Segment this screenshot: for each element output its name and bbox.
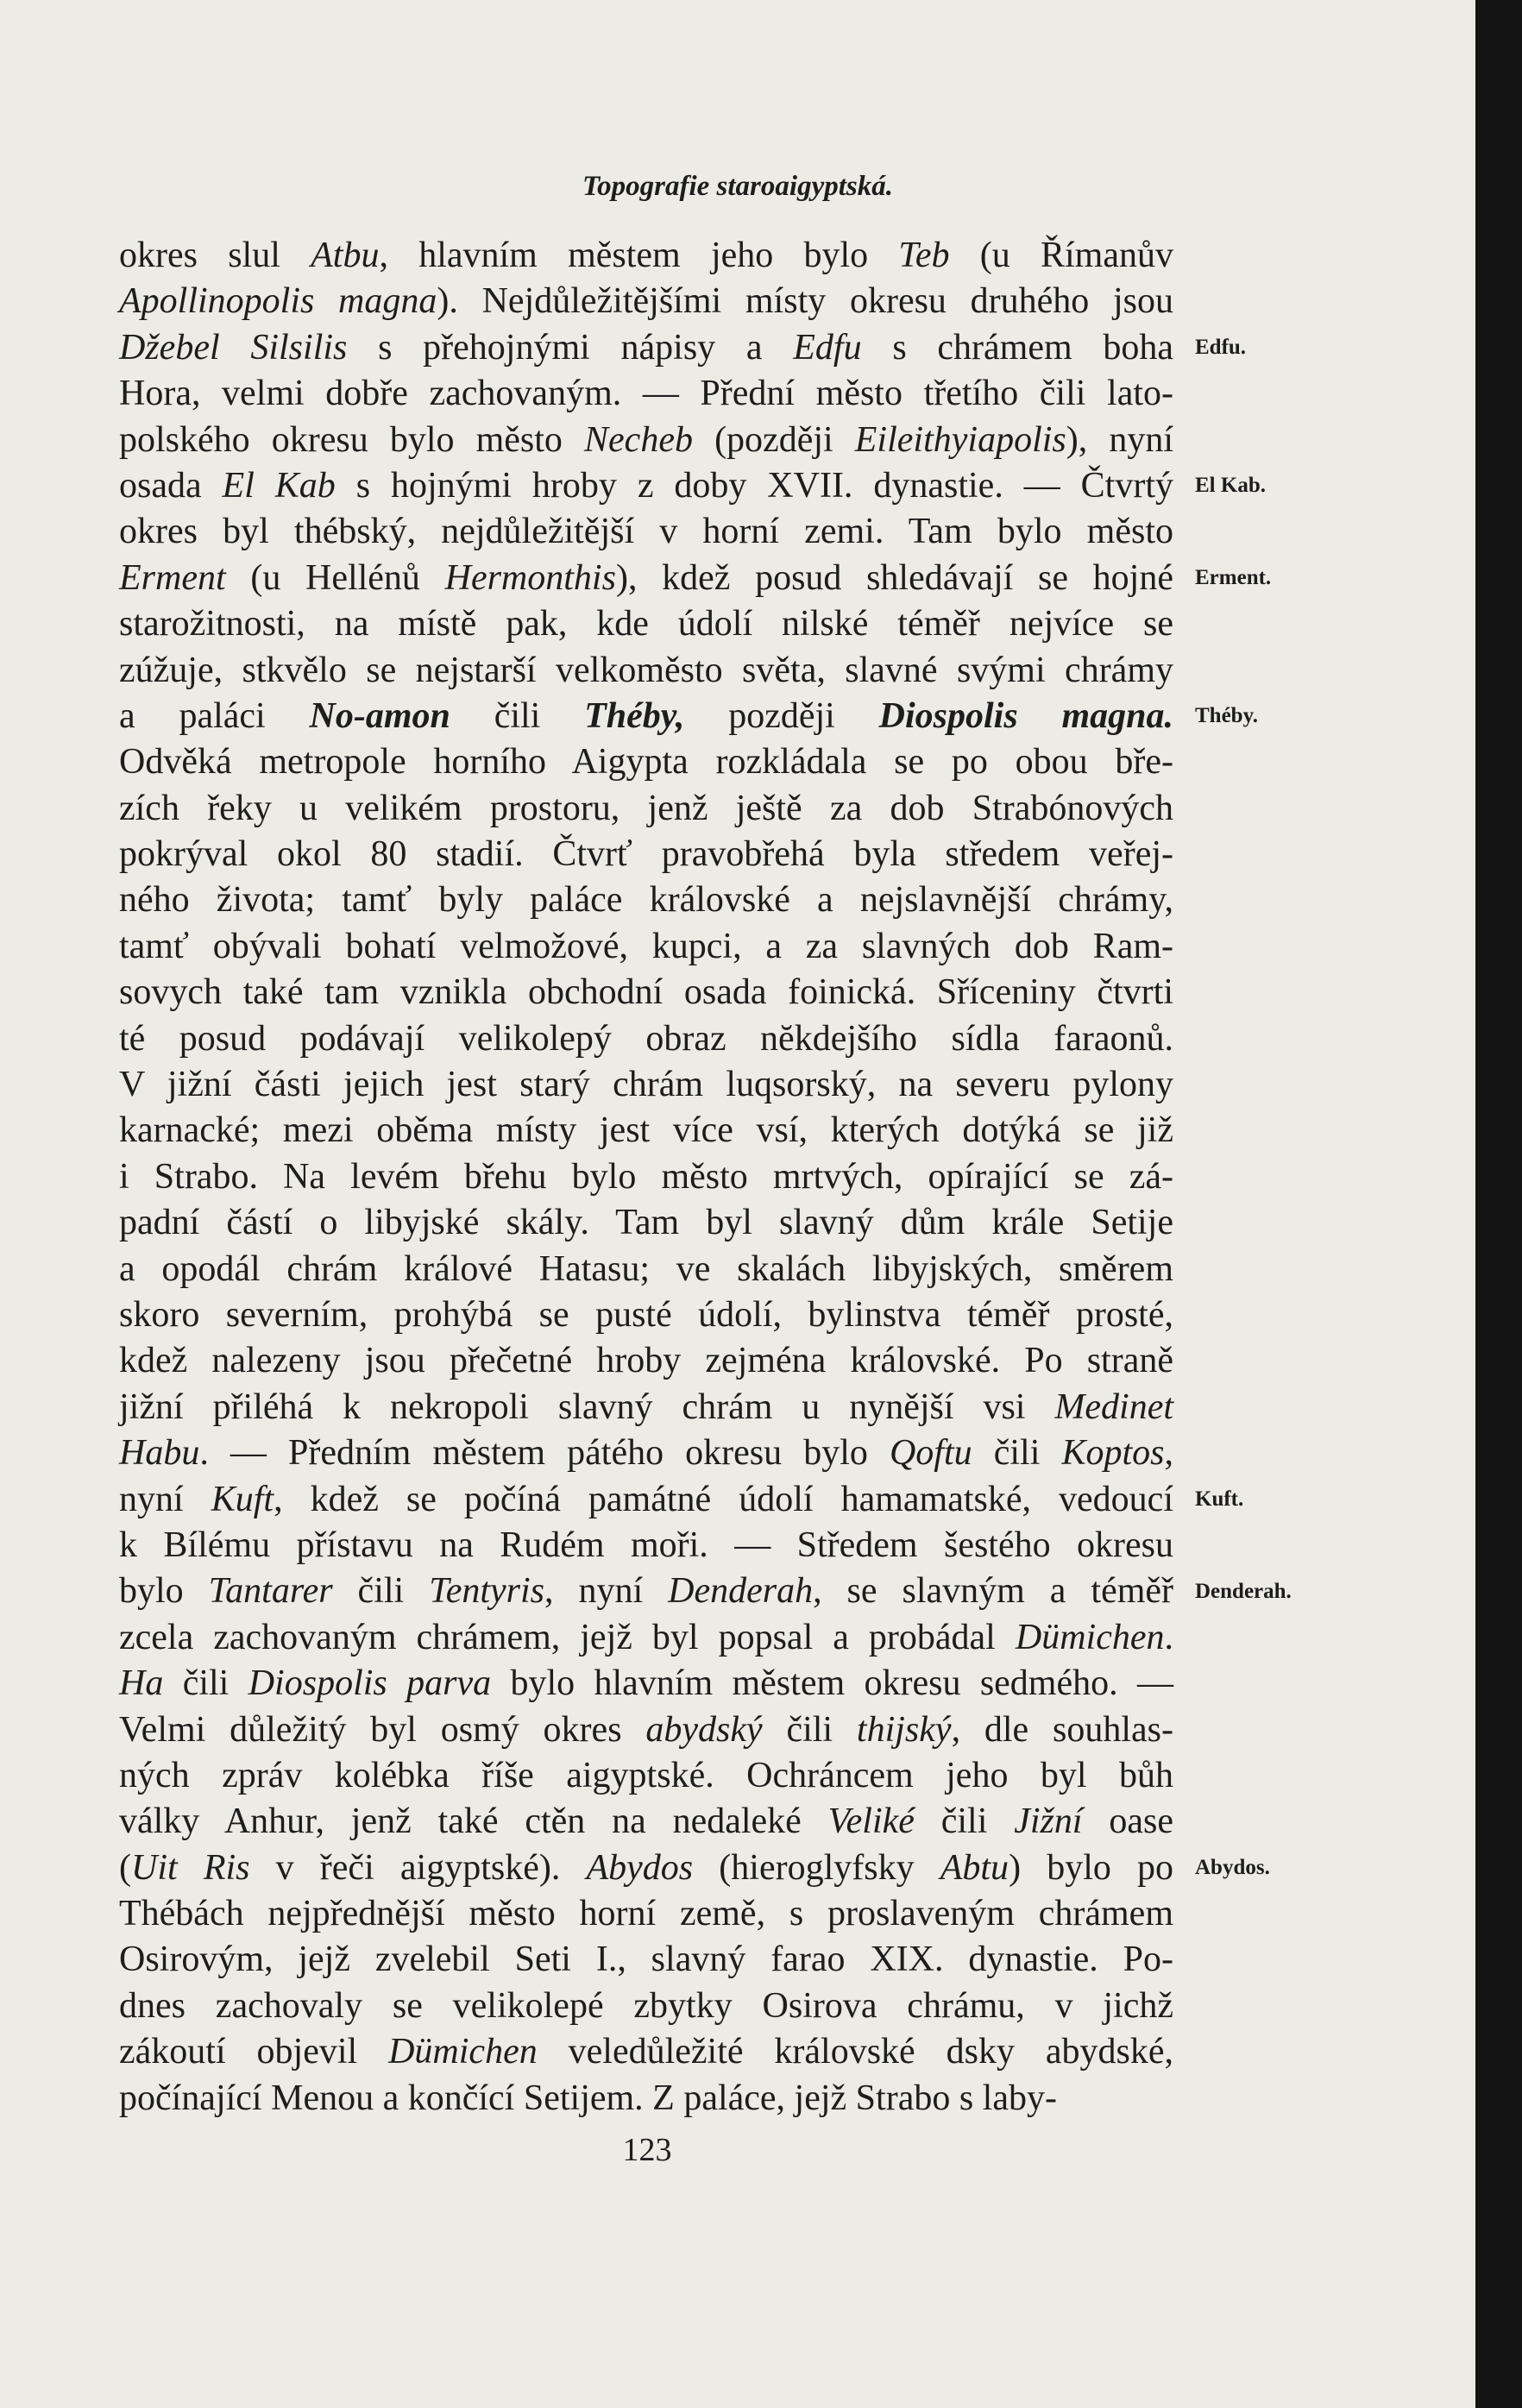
- text-run: jižní přiléhá k nekropoli slavný chrám u nynější vsi: [119, 1386, 1055, 1427]
- emphasized-term: No-amon: [309, 695, 450, 736]
- text-line: [119, 1385, 1173, 1430]
- text-line: [119, 1661, 1173, 1707]
- text-line: [119, 2076, 1173, 2122]
- text-run: zákoutí objevil: [119, 2032, 389, 2072]
- text-line: [119, 1615, 1173, 1661]
- text-line: [119, 1200, 1173, 1246]
- text-run: ), nyní: [1066, 419, 1174, 460]
- text-run: počínající Menou a končící Setijem. Z paláce, jejž Strabo s laby-: [119, 2078, 1057, 2118]
- text-run: polského okresu bylo město: [119, 419, 585, 460]
- text-run: i Strabo. Na levém břehu bylo město mrtvých, opírající se zá-: [119, 1156, 1173, 1197]
- text-run: . — Předním městem pátého okresu bylo: [199, 1433, 890, 1474]
- text-line: [119, 1523, 1173, 1569]
- emphasized-term: Uit Ris: [131, 1847, 250, 1888]
- emphasized-term: Hermonthis: [444, 557, 616, 598]
- margin-note: Abydos.: [1195, 1856, 1270, 1879]
- text-run: v řeči aigyptské).: [249, 1847, 587, 1888]
- text-run: ) bylo po: [1009, 1847, 1174, 1888]
- text-run: veledůležité královské dsky abydské,: [537, 2032, 1173, 2072]
- text-run: zcela zachovaným chrámem, jejž byl popsal a probádal: [119, 1617, 1016, 1657]
- text-run: s hojnými hroby z doby XVII. dynastie. — Čtvrtý: [335, 465, 1173, 506]
- text-run: (u Římanův: [949, 236, 1173, 275]
- text-run: padní částí o libyjské skály. Tam byl slavný dům krále Setije: [119, 1203, 1173, 1243]
- text-run: té posud podávají velikolepý obraz nĕkdejšího sídla faraonů.: [119, 1018, 1173, 1059]
- emphasized-term: Diospolis parva: [248, 1663, 492, 1704]
- text-line: [119, 509, 1173, 555]
- text-line: [119, 786, 1173, 832]
- text-run: čili: [332, 1571, 430, 1612]
- emphasized-term: abydský: [645, 1709, 763, 1750]
- text-line: [119, 1799, 1173, 1845]
- text-line: [119, 463, 1173, 509]
- text-run: čili: [163, 1663, 248, 1704]
- emphasized-term: Abtu: [940, 1847, 1009, 1888]
- emphasized-term: Habu: [119, 1433, 200, 1474]
- emphasized-term: El Kab: [222, 465, 336, 506]
- text-line: [119, 1338, 1173, 1384]
- text-run: zúžuje, stkvělo se nejstarší velkoměsto světa, slavné svými chrámy: [119, 650, 1173, 690]
- emphasized-term: Abydos: [586, 1847, 694, 1888]
- text-run: s přehojnými nápisy a: [347, 327, 794, 368]
- margin-note: Erment.: [1195, 565, 1272, 589]
- text-run: (u Hellénů: [225, 557, 445, 598]
- text-run: tamť obývali bohatí velmožové, kupci, a za slavných dob Ram-: [119, 926, 1173, 966]
- text-run: ného života; tamť byly paláce královské a nejslavnější chrámy,: [119, 880, 1173, 921]
- text-line: [119, 970, 1173, 1015]
- text-run: Osirovým, jejž zvelebil Seti I., slavný farao XIX. dynastie. Po-: [119, 1940, 1173, 1980]
- text-run: kdež nalezeny jsou přečetné hroby zejména královské. Po straně: [119, 1341, 1173, 1381]
- emphasized-term: Necheb: [584, 419, 693, 460]
- text-run: skoro severním, prohýbá se pusté údolí, bylinstva téměř prosté,: [119, 1294, 1173, 1335]
- emphasized-term: Théby,: [584, 695, 685, 736]
- text-run: a opodál chrám králové Hatasu; ve skalách libyjských, směrem: [119, 1248, 1173, 1289]
- text-run: později: [684, 695, 879, 736]
- text-run: ných zpráv kolébka říše aigyptské. Ochráncem jeho byl bůh: [119, 1755, 1173, 1795]
- text-line: [119, 1154, 1173, 1200]
- text-line: [119, 1062, 1173, 1108]
- text-line: [119, 1891, 1173, 1937]
- emphasized-term: Qoftu: [889, 1433, 972, 1474]
- text-run: Velmi důležitý byl osmý okres: [119, 1709, 646, 1750]
- text-run: a paláci: [119, 695, 310, 736]
- text-run: , nyní: [544, 1571, 669, 1612]
- scan-edge-bar: [1475, 0, 1522, 2408]
- text-run: války Anhur, jenž také ctěn na nedaleké: [119, 1801, 828, 1842]
- margin-note: Théby.: [1195, 704, 1258, 727]
- text-run: okres byl thébský, nejdůležitější v horní zemi. Tam bylo město: [119, 512, 1173, 552]
- text-line: [119, 877, 1173, 923]
- emphasized-term: Diospolis magna.: [878, 695, 1174, 736]
- emphasized-term: Tantarer: [208, 1571, 333, 1612]
- margin-note: Kuft.: [1195, 1487, 1244, 1511]
- text-run: nyní: [119, 1479, 211, 1519]
- text-line: [119, 1753, 1173, 1799]
- text-line: [119, 1016, 1173, 1062]
- text-run: oase: [1082, 1801, 1173, 1842]
- text-run: , hlavním městem jeho bylo: [379, 236, 899, 275]
- text-line: [119, 1569, 1173, 1614]
- emphasized-term: Tentyris: [429, 1571, 545, 1612]
- text-run: (: [119, 1847, 131, 1888]
- margin-note: Denderah.: [1195, 1579, 1292, 1603]
- text-run: sovych také tam vznikla obchodní osada foinická. Sříceniny čtvrti: [119, 972, 1173, 1013]
- text-run: starožitnosti, na místě pak, kde údolí nilské téměř nejvíce se: [119, 604, 1173, 644]
- text-line: [119, 1845, 1173, 1891]
- text-run: čili: [762, 1709, 857, 1750]
- margin-note: Edfu.: [1195, 335, 1247, 359]
- text-line: [119, 1937, 1173, 1983]
- text-run: ). Nejdůležitějšími místy okresu druhého jsou: [437, 281, 1173, 322]
- text-run: čili: [450, 695, 585, 736]
- running-title: Topografie staroaigyptská.: [582, 171, 893, 202]
- text-line: [119, 1477, 1173, 1523]
- text-run: Odvěká metropole horního Aigypta rozkládala se po obou bře-: [119, 742, 1173, 783]
- text-line: [119, 648, 1173, 694]
- text-line: [119, 1247, 1173, 1292]
- text-run: pokrýval okol 80 stadií. Čtvrť pravobřehá byla středem veřej-: [119, 834, 1173, 875]
- emphasized-term: Denderah: [668, 1571, 814, 1612]
- text-run: Hora, velmi dobře zachovaným. — Přední město třetího čili lato-: [119, 374, 1173, 414]
- text-run: bylo: [119, 1571, 209, 1612]
- text-line: [119, 832, 1173, 877]
- emphasized-term: Edfu: [793, 327, 862, 368]
- text-line: [119, 556, 1173, 601]
- text-line: [119, 694, 1173, 739]
- text-line: [119, 1984, 1173, 2029]
- text-line: [119, 418, 1173, 463]
- text-line: [119, 1292, 1173, 1338]
- text-run: bylo hlavním městem okresu sedmého. —: [491, 1663, 1173, 1704]
- emphasized-term: Kuft: [211, 1479, 274, 1519]
- text-run: V jižní části jejich jest starý chrám luqsorský, na severu pylony: [119, 1065, 1173, 1105]
- text-line: [119, 233, 1173, 279]
- text-run: osada: [119, 465, 223, 506]
- text-line: [119, 601, 1173, 647]
- text-line: [119, 2029, 1173, 2075]
- text-run: čili: [914, 1801, 1015, 1842]
- text-line: [119, 1707, 1173, 1753]
- emphasized-term: Ha: [119, 1663, 164, 1704]
- text-line: [119, 325, 1173, 371]
- text-run: zích řeky u velikém prostoru, jenž ještě za dob Strabónových: [119, 788, 1173, 828]
- text-line: [119, 739, 1173, 785]
- emphasized-term: Jižní: [1014, 1801, 1083, 1842]
- text-run: .: [1164, 1617, 1173, 1657]
- text-run: , kdež se počíná památné údolí hamamatské, vedoucí: [274, 1479, 1173, 1519]
- emphasized-term: Džebel Silsilis: [119, 327, 348, 368]
- page-number: 123: [622, 2132, 672, 2168]
- text-run: Thébách nejpřednější město horní země, s proslaveným chrámem: [119, 1894, 1173, 1934]
- text-line: [119, 924, 1173, 970]
- text-line: [119, 1430, 1173, 1476]
- text-run: okres slul: [119, 236, 311, 275]
- margin-note: El Kab.: [1195, 474, 1266, 497]
- text-run: čili: [972, 1433, 1062, 1474]
- text-run: , dle souhlas-: [951, 1709, 1173, 1750]
- text-run: dnes zachovaly se velikolepé zbytky Osirova chrámu, v jichž: [119, 1985, 1173, 2026]
- text-run: karnacké; mezi oběma místy jest více vsí, kterých dotýká se již: [119, 1110, 1173, 1151]
- text-run: k Bílému přístavu na Rudém moři. — Středem šestého okresu: [119, 1525, 1173, 1565]
- text-run: , se slavným a téměř: [813, 1571, 1174, 1612]
- emphasized-term: Dümichen: [1015, 1617, 1165, 1657]
- emphasized-term: Koptos: [1061, 1433, 1165, 1474]
- text-line: [119, 1108, 1173, 1154]
- emphasized-term: Apollinopolis magna: [119, 281, 437, 322]
- emphasized-term: Medinet: [1054, 1386, 1173, 1427]
- emphasized-term: Erment: [119, 557, 226, 598]
- text-run: (později: [692, 419, 855, 460]
- emphasized-term: Dümichen: [388, 2032, 538, 2072]
- text-line: [119, 371, 1173, 417]
- emphasized-term: Atbu: [311, 236, 380, 275]
- emphasized-term: Eileithyiapolis: [854, 419, 1066, 460]
- emphasized-term: Veliké: [827, 1801, 915, 1842]
- emphasized-term: thijský: [856, 1709, 952, 1750]
- text-line: [119, 279, 1173, 324]
- text-run: s chrámem boha: [861, 327, 1173, 368]
- text-run: (hieroglyfsky: [693, 1847, 940, 1888]
- emphasized-term: Teb: [898, 236, 950, 275]
- body-text: [119, 233, 1173, 2122]
- text-run: ,: [1164, 1433, 1173, 1474]
- text-run: ), kdež posud shledávají se hojné: [615, 557, 1173, 598]
